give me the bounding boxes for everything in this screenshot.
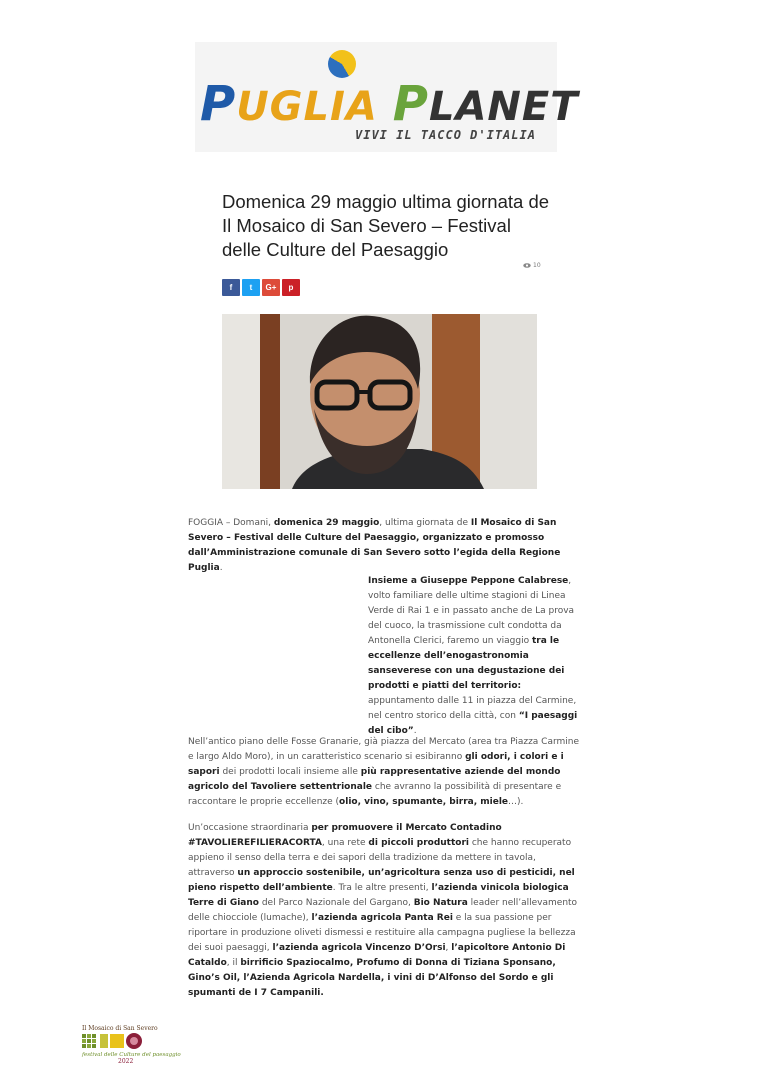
festival-logo-line2: festival delle Culture del paesaggio xyxy=(82,1052,181,1058)
eye-icon xyxy=(523,263,531,268)
text-segment: FOGGIA – Domani, xyxy=(188,518,274,528)
text-segment: un approccio sostenibile, un’agricoltura senza uso di pesticidi, nel pieno rispetto dell’ambiente xyxy=(188,868,575,893)
logo-tagline: VIVI IL TACCO D'ITALIA xyxy=(355,128,536,142)
article-paragraph-2 xyxy=(368,574,583,739)
text-segment: domenica 29 maggio xyxy=(273,518,380,528)
text-segment: dei prodotti locali insieme alle xyxy=(219,767,361,777)
text-segment: l’apicoltore Antonio Di Cataldo xyxy=(188,943,566,968)
text-segment: del Parco Nazionale del Gargano, xyxy=(258,898,414,908)
text-segment: per promuovere il Mercato Contadino #TAVOLIEREFILIERACORTA xyxy=(188,823,502,848)
text-segment: …). xyxy=(508,797,524,807)
festival-logo-year: 2022 xyxy=(118,1058,134,1065)
article-paragraph-4 xyxy=(188,821,580,1001)
google-plus-share-button[interactable]: G+ xyxy=(262,279,280,296)
facebook-share-button[interactable]: f xyxy=(222,279,240,296)
text-segment: , il xyxy=(226,958,241,968)
article-paragraph-1 xyxy=(188,516,580,576)
view-count-value: 10 xyxy=(533,262,541,269)
text-segment: Bio Natura xyxy=(413,898,468,908)
text-segment: , ultima giornata de xyxy=(379,518,471,528)
text-segment: Il Mosaico di San Severo – Festival delle Culture del Paesaggio, organizzato e promosso dall’Amministrazione comunale di San Severo sotto l’egida della Regione Puglia xyxy=(188,518,561,573)
view-count xyxy=(523,262,541,269)
festival-logo-graphic xyxy=(80,1022,181,1066)
text-segment: appuntamento dalle 11 in piazza del Carmine, nel centro storico della città, con xyxy=(368,696,577,721)
text-segment: birrificio Spaziocalmo, Profumo di Donna di Tiziana Sponsano, Gino’s Oil, l’Azienda Agricola Nardella, i vini di D’Alfonso del Sordo e gli spumanti de I 7 Campanili. xyxy=(188,958,556,998)
logo-wordmark xyxy=(200,76,578,132)
text-segment: leader nell’allevamento delle chiocciole (lumache), xyxy=(188,898,578,923)
text-segment: , una rete xyxy=(321,838,369,848)
logo-letter-p2: P xyxy=(392,76,429,132)
text-segment: , volto familiare delle ultime stagioni di Linea Verde di Rai 1 e in passato anche de La prova del cuoco, la trasmissione cult condotta da Antonella Clerici, faremo un viaggio xyxy=(368,576,575,646)
text-segment: . xyxy=(219,563,223,573)
logo-letter-p: P xyxy=(200,76,237,132)
twitter-share-button[interactable]: t xyxy=(242,279,260,296)
site-logo[interactable] xyxy=(195,42,579,152)
text-segment: tra le eccellenze dell’enogastronomia sanseverese con una degustazione dei prodotti e piatti del territorio: xyxy=(368,636,565,691)
text-segment: di piccoli produttori xyxy=(368,838,469,848)
text-segment: , xyxy=(445,943,452,953)
logo-word-puglia: UGLIA xyxy=(236,84,393,130)
share-buttons xyxy=(222,279,300,296)
text-segment: Insieme a Giuseppe Peppone Calabrese xyxy=(368,576,569,586)
text-segment: l’azienda agricola Vincenzo D’Orsi xyxy=(272,943,446,953)
text-segment: . Tra le altre presenti, xyxy=(332,883,432,893)
text-segment: più rappresentative aziende del mondo agricolo del Tavoliere settentrionale xyxy=(188,767,561,792)
text-segment: Nell’antico piano delle Fosse Granarie, già piazza del Mercato (area tra Piazza Carmine e largo Aldo Moro), in un caratteristico scenario si esibiranno xyxy=(188,737,580,762)
text-segment: che hanno recuperato appieno il senso della terra e dei sapori della tradizione da mettere in tavola, attraverso xyxy=(188,838,572,878)
article-photo xyxy=(222,314,537,489)
text-segment: l’azienda vinicola biologica Terre di Giano xyxy=(188,883,569,908)
article-title: Domenica 29 maggio ultima giornata de Il Mosaico di San Severo – Festival delle Culture del Paesaggio xyxy=(222,191,550,260)
text-segment: “I paesaggi del cibo” xyxy=(368,711,578,736)
article-paragraph-3 xyxy=(188,735,580,810)
pinterest-share-button[interactable]: p xyxy=(282,279,300,296)
text-segment: e la sua passione per riportare in produzione oliveti dismessi e restituire alla campagna pugliese la bellezza dei suoi paesaggi, xyxy=(188,913,576,953)
festival-logo-line1: Il Mosaico di San Severo xyxy=(82,1025,158,1032)
text-segment: . xyxy=(413,726,417,736)
text-segment: che avranno la possibilità di presentare e raccontare le proprie eccellenze ( xyxy=(188,782,562,807)
logo-word-planet: LANET xyxy=(428,84,579,130)
text-segment: gli odori, i colori e i sapori xyxy=(188,752,564,777)
festival-logo xyxy=(80,1022,181,1066)
logo-ball-icon xyxy=(328,50,356,78)
text-segment: Un’occasione straordinaria xyxy=(188,823,312,833)
text-segment: l’azienda agricola Panta Rei xyxy=(311,913,453,923)
text-segment: olio, vino, spumante, birra, miele xyxy=(339,797,509,807)
